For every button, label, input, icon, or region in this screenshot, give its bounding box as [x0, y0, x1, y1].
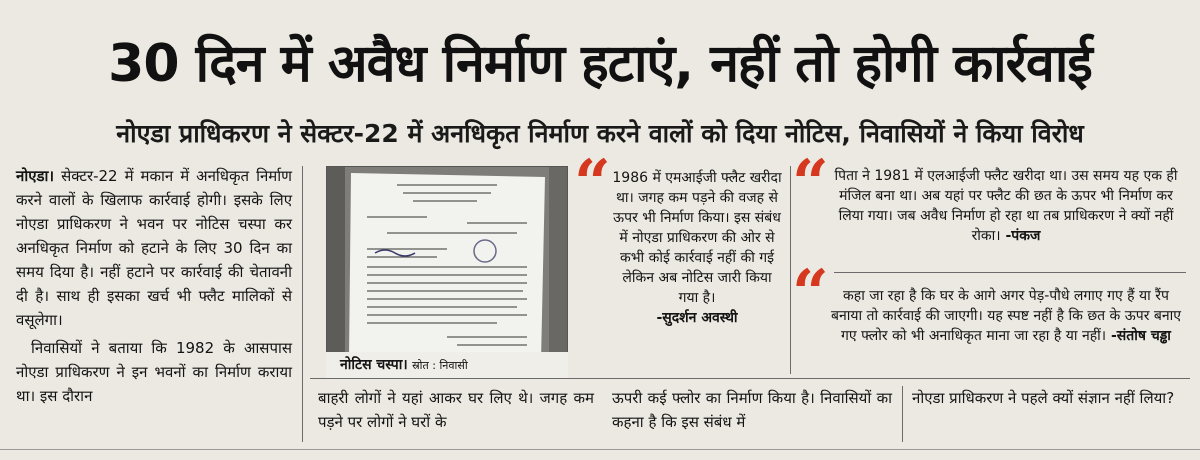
quote-1-attribution: -सुदर्शन अवस्थी: [656, 310, 738, 326]
article-column-3: ऊपरी कई फ्लोर का निर्माण किया है। निवासियों का कहना है कि इस संबंध में: [612, 389, 892, 431]
headline: 30 दिन में अवैध निर्माण हटाएं, नहीं तो होगी कार्रवाई: [108, 34, 1092, 94]
quote-3-attribution: -संतोष चड्ढा: [1106, 328, 1171, 344]
quote-divider: [790, 166, 791, 374]
quotes-bottom-rule: [310, 378, 1190, 379]
quote-mark-icon: “: [792, 146, 829, 221]
article-column-2: बाहरी लोगों ने यहां आकर घर लिए थे। जगह कम पड़ने पर लोगों ने घरों के: [318, 389, 594, 431]
paragraph-1-text: सेक्टर-22 में मकान में अनधिकृत निर्माण करने वालों के खिलाफ कार्रवाई होगी। इसके लिए नोएडा प्राधिकरण ने भवन पर नोटिस चस्पा कर अनधिकृत निर्माण को हटाने के लिए 30 दिन का समय दिया है। नहीं हटाने पर कार्रवाई की चेतावनी दी है। साथ ही इसका खर्च भी फ्लैट मालिकों से वसूलेगा।: [16, 167, 292, 329]
article-column-4: नोएडा प्राधिकरण ने पहले क्यों संज्ञान नहीं लिया?: [912, 389, 1175, 407]
article-paragraph-2: निवासियों ने बताया कि 1982 के आसपास नोएडा प्राधिकरण ने इन भवनों का निर्माण कराया था। इस दौरान: [16, 339, 292, 405]
photo-caption: [326, 352, 568, 378]
subheadline: नोएडा प्राधिकरण ने सेक्टर-22 में अनधिकृत निर्माण करने वालों को दिया नोटिस, निवासियों ने किया विरोध: [116, 119, 1084, 148]
quote-mark-icon: “: [792, 256, 829, 331]
quote-1: [612, 168, 782, 328]
quote-3: [828, 286, 1184, 346]
dateline: नोएडा।: [16, 167, 55, 185]
quote-mark-icon: “: [574, 146, 611, 221]
notice-photo: [326, 166, 568, 368]
caption-source: स्रोत : निवासी: [412, 359, 468, 372]
quote-2-block: [828, 166, 1184, 246]
quote-separator: [834, 272, 1186, 273]
article-paragraph-1: [16, 164, 292, 332]
quote-1-text: 1986 में एमआईजी फ्लैट खरीदा था। जगह कम पड़ने की वजह से ऊपर भी निर्माण किया। इस संबंध में नोएडा प्राधिकरण की ओर से कभी कोई कार्रवाई नहीं की गई लेकिन अब नोटिस जारी किया गया है।: [612, 170, 782, 306]
quote-3-block: [828, 286, 1184, 346]
quote-2: [828, 166, 1184, 246]
column-divider: [302, 166, 303, 442]
quote-3-text: कहा जा रहा है कि घर के आगे अगर पेड़-पौधे लगाए गए हैं या रैंप बनाया तो कार्रवाई की जाएगी। यह स्पष्ट नहीं है कि छत के ऊपर बनाए गए फ्लोर को भी अनाधिकृत माना जा रहा है या नहीं।: [830, 288, 1182, 344]
article-column-1: [16, 164, 292, 408]
quote-2-attribution: -पंकज: [1000, 228, 1041, 244]
next-article-strip: [0, 449, 1200, 460]
quote-2-text: पिता ने 1981 में एलआईजी फ्लैट खरीदा था। उस समय यह एक ही मंजिल बना था। अब यहां पर फ्लैट की छत के ऊपर भी निर्माण कर लिया गया। जब अवैध निर्माण हो रहा था तब प्राधिकरण ने क्यों नहीं रोका।: [834, 168, 1178, 244]
caption-text: नोटिस चस्पा।: [340, 357, 408, 373]
column-divider: [902, 386, 903, 442]
